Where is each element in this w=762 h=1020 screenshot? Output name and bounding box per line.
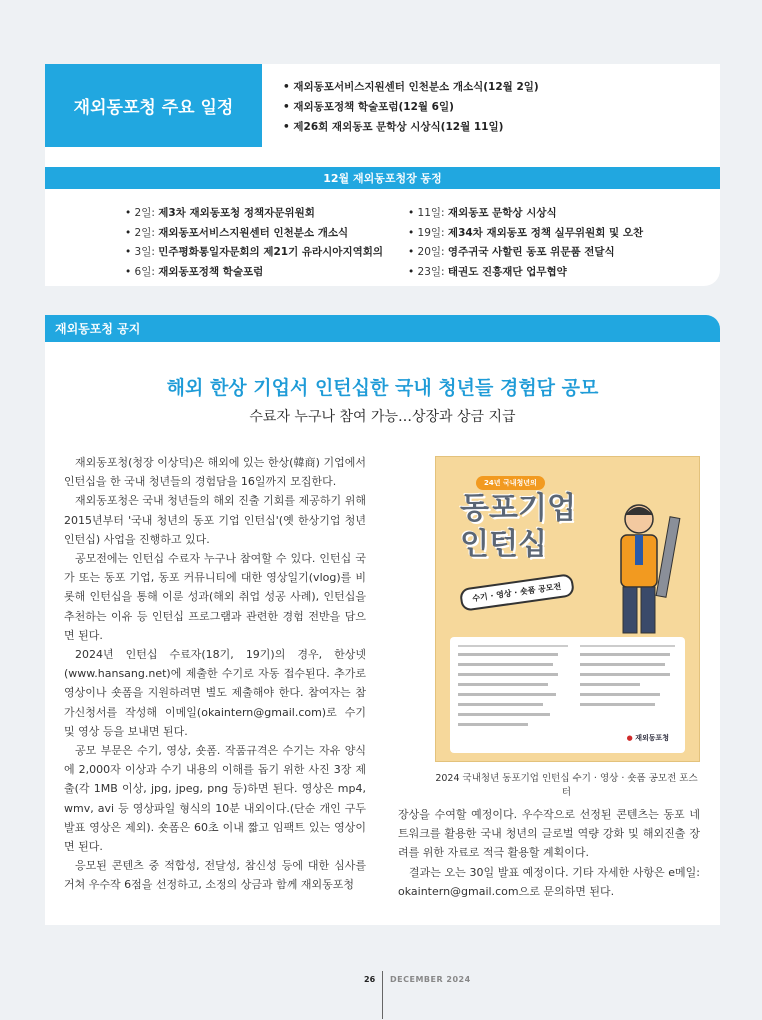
article-paragraph: 장상을 수여할 예정이다. 우수작으로 선정된 콘텐츠는 동포 네트워크를 활용한 국내 청년의 글로벌 역량 강화 및 해외진출 장려를 위한 자료로 적극 활용할 계획이다. <box>398 808 700 860</box>
moves-event: 재외동포정책 학술포럼 <box>158 265 264 278</box>
footer-divider <box>382 971 383 1019</box>
moves-event: 태권도 진흥재단 업무협약 <box>447 265 567 278</box>
poster-fine-print-icon <box>458 653 678 733</box>
moves-title: 12월 재외동포청장 동정 <box>45 167 720 189</box>
moves-date: 20일: <box>417 246 448 258</box>
poster-divider <box>458 645 568 647</box>
moves-item <box>408 224 643 244</box>
notice-card <box>45 315 720 925</box>
moves-date: 2일: <box>134 207 159 219</box>
moves-event: 재외동포 문학상 시상식 <box>447 207 557 219</box>
poster-title-line: 인턴십 <box>460 527 547 562</box>
article-paragraph: 재외동포청은 국내 청년들의 해외 진출 기회를 제공하기 위해 2015년부터 '국내 청년의 동포 기업 인턴십'(옛 한상기업 청년 인턴십) 사업을 진행하고 있다. <box>64 494 366 546</box>
notice-bar: 재외동포청 공지 <box>45 315 720 342</box>
poster-info-box <box>450 637 685 753</box>
moves-event: 민주평화통일자문회의 제21기 유라시아지역회의 <box>158 246 384 258</box>
article-subhead: 수료자 누구나 참여 가능…상장과 상금 지급 <box>249 409 516 425</box>
schedule-item: • 재외동포서비스지원센터 인천분소 개소식(12월 2일) <box>283 77 539 97</box>
moves-event: 재외동포서비스지원센터 인천분소 개소식 <box>158 226 349 239</box>
poster-badge: 24년 국내청년의 <box>476 476 545 490</box>
poster-divider <box>580 645 675 647</box>
moves-item <box>125 224 383 244</box>
poster-logo-text: 재외동포청 <box>635 734 669 742</box>
moves-item <box>408 204 643 224</box>
moves-item <box>408 263 643 283</box>
schedule-item: • 제26회 재외동포 문학상 시상식(12월 11일) <box>283 117 539 137</box>
moves-item <box>408 243 643 263</box>
article-paragraph: 재외동포청(청장 이상덕)은 해외에 있는 한상(韓商) 기업에서 인턴십을 한 국내 청년들의 경험담을 16일까지 모집한다. <box>64 456 366 489</box>
schedule-card <box>45 64 720 286</box>
schedule-item: • 재외동포정책 학술포럼(12월 6일) <box>283 97 539 117</box>
poster-title-line: 동포기업 <box>460 491 576 526</box>
article-column-left <box>64 453 366 895</box>
moves-date: 19일: <box>417 226 448 239</box>
poster-title <box>460 491 576 563</box>
article-paragraph: 2024년 인턴십 수료자(18기, 19기)의 경우, 한상넷(www.hansang.net)에 제출한 수기로 자동 접수된다. 추가로 영상이나 숏폼을 지원하려면 별도 제출해야 한다. 참여자는 참가신청서를 작성해 이메일(okaintern@gmail.com)로 수기 및 영상 등을 보내면 된다. <box>64 648 366 738</box>
moves-event: 제3차 재외동포청 정책자문위원회 <box>158 207 315 219</box>
moves-date: 2일: <box>134 226 159 239</box>
poster-caption: 2024 국내청년 동포기업 인턴십 수기 · 영상 · 숏폼 공모전 포스터 <box>435 773 698 798</box>
moves-date: 3일: <box>134 246 159 258</box>
moves-item <box>125 204 383 224</box>
moves-date: 23일: <box>417 265 448 278</box>
moves-date: 6일: <box>134 265 159 278</box>
article-paragraph: 공모 부문은 수기, 영상, 숏폼. 작품규격은 수기는 자유 양식에 2,000자 이상과 수기 내용의 이해를 돕기 위한 사진 3장 제출(각 1MB 이상, jpg, jpeg, png 등)하면 된다. 영상은 mp4, wmv, avi 등 영상파일 형식의 10분 내외이다.(단순 개인 구두 발표 영상은 제외). 숏폼은 60초 이내 짧고 임팩트 있는 영상이면 된다. <box>64 744 366 854</box>
moves-item <box>125 263 383 283</box>
moves-list-right <box>408 204 643 282</box>
schedule-list <box>283 77 539 137</box>
page-footer <box>0 975 762 995</box>
issue-month: DECEMBER 2024 <box>390 975 471 984</box>
article-paragraph: 공모전에는 인턴십 수료자 누구나 참여할 수 있다. 인턴십 국가 또는 동포 기업, 동포 커뮤니티에 대한 영상일기(vlog)를 비롯해 인턴십을 통해 이룬 성과(해외 취업 성공 사례), 인턴십을 추천하는 이유 등 인턴십 프로그램과 관련한 경험 전반을 담으면 된다. <box>64 552 366 642</box>
poster-logo: ● 재외동포청 <box>626 734 669 742</box>
moves-list-left <box>125 204 383 282</box>
article-paragraph: 결과는 오는 30일 발표 예정이다. 기타 자세한 사항은 e메일: okaintern@gmail.com으로 문의하면 된다. <box>398 865 700 898</box>
article-paragraph: 응모된 콘텐츠 중 적합성, 전달성, 참신성 등에 대한 심사를 거쳐 우수작 6점을 선정하고, 소정의 상금과 함께 재외동포청 <box>64 859 366 892</box>
moves-date: 11일: <box>417 207 448 219</box>
person-illustration-icon <box>591 497 691 637</box>
moves-item <box>125 243 383 263</box>
schedule-title: 재외동포청 주요 일정 <box>45 64 262 147</box>
page-number: 26 <box>364 975 376 984</box>
moves-event: 영주귀국 사할린 동포 위문품 전달식 <box>447 246 615 258</box>
contest-poster <box>435 456 700 762</box>
article-headline: 해외 한상 기업서 인턴십한 국내 청년들 경험담 공모 <box>166 377 599 399</box>
poster-ribbon: 수기 · 영상 · 숏폼 공모전 <box>459 573 575 612</box>
moves-event: 제34차 재외동포 정책 실무위원회 및 오찬 <box>447 226 644 239</box>
article-column-right <box>398 805 700 901</box>
